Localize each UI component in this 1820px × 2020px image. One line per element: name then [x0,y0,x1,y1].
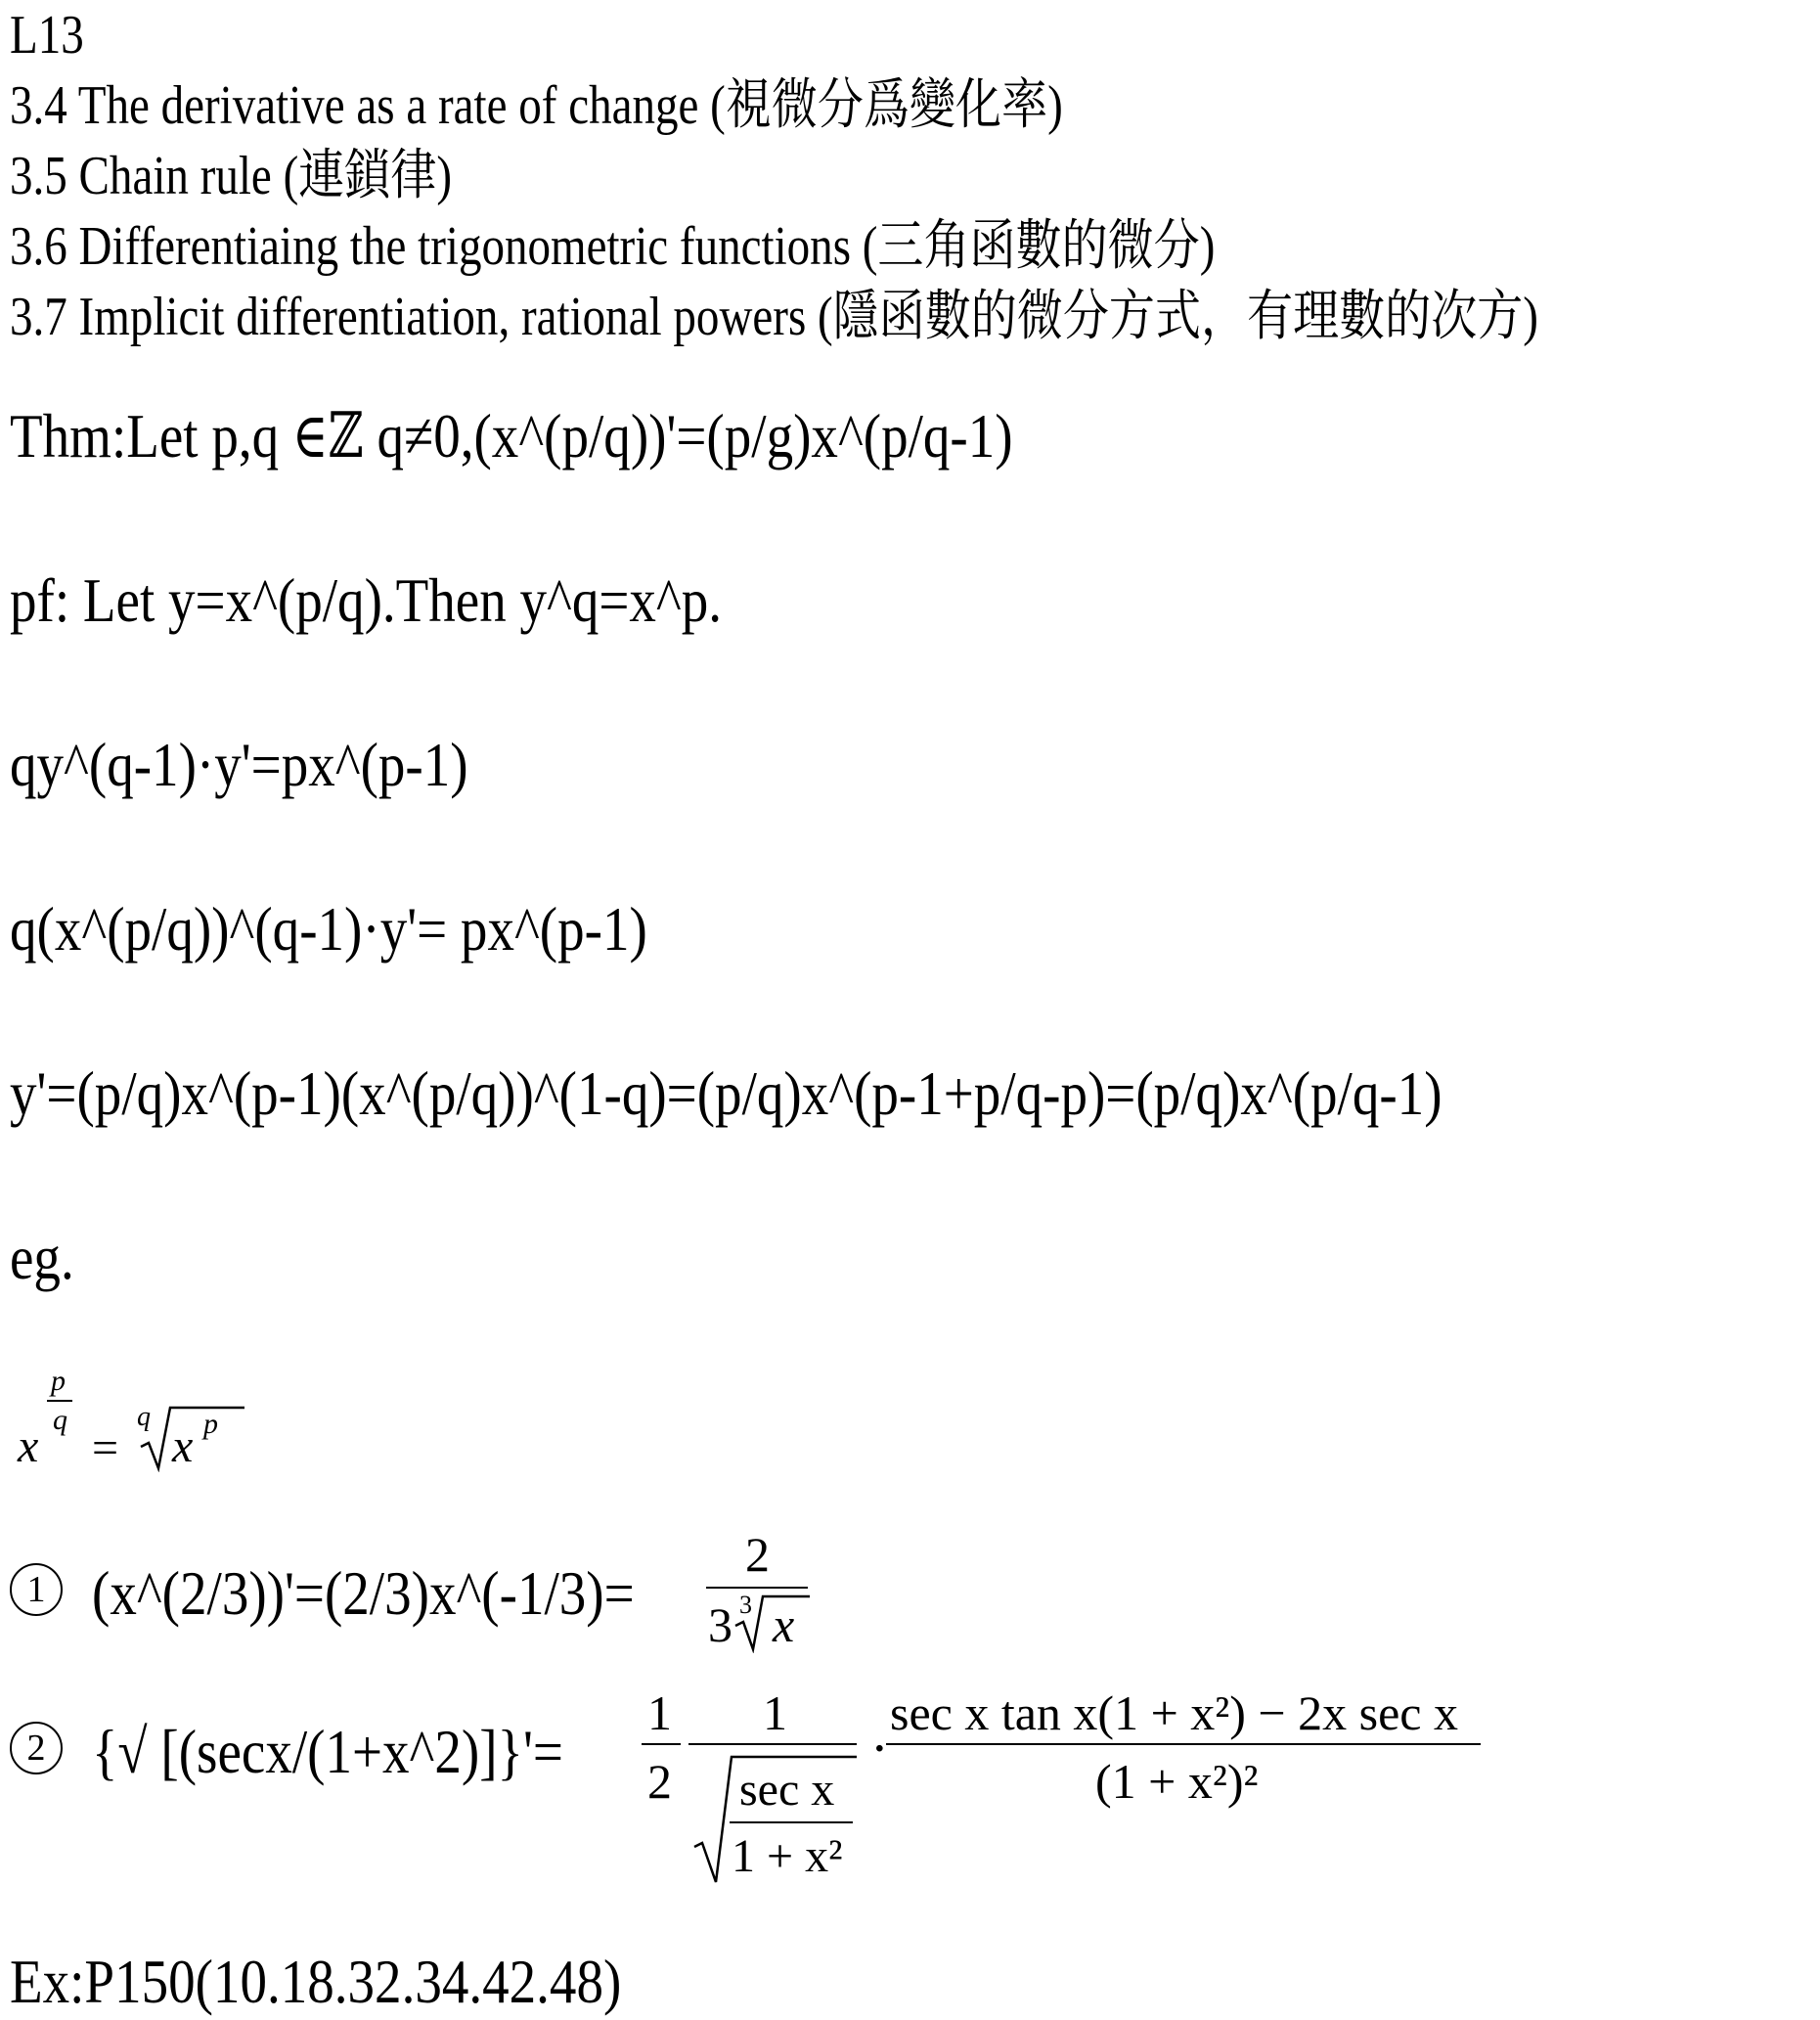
half-bar [642,1743,681,1745]
lesson-label: L13 [10,5,84,66]
example-label: eg. [10,1223,74,1292]
proof-line-4: y'=(p/q)x^(p-1)(x^(p/q))^(1-q)=(p/q)x^(p-1+p/q-p)=(p/q)x^(p/q-1) [10,1058,1443,1128]
identity-radicand-exp: p [203,1408,218,1440]
half-den: 2 [647,1754,672,1809]
example-2 [10,1673,1477,1898]
circled-number-1-icon: 1 [10,1563,63,1616]
identity-equals: = [92,1422,119,1474]
multiply-dot: · [870,1719,889,1779]
inner-bar [688,1743,857,1745]
section-3-4: 3.4 The derivative as a rate of change (視微分爲變化率) [10,75,1063,136]
section-3-5: 3.5 Chain rule (連鎖律) [10,146,453,206]
example-1-root-index: 3 [739,1591,752,1619]
proof-line-1: pf: Let y=x^(p/q).Then y^q=x^p. [10,565,723,635]
example-1-den-coef: 3 [708,1597,732,1652]
identity-base: x [18,1420,39,1472]
inner-den-den: 1 + x² [732,1830,843,1882]
section-3-7: 3.7 Implicit differentiation, rational powers (隱函數的微分方式，有理數的次方) [10,287,1538,347]
example-1-text: (x^(2/3))'=(2/3)x^(-1/3)= [92,1558,635,1628]
exercise-reference: Ex:P150(10.18.32.34.42.48) [10,1947,622,2016]
example-1 [10,1526,812,1653]
inner-den-num: sec x [739,1764,835,1816]
identity-radicand: x [172,1420,194,1472]
section-3-6: 3.6 Differentiaing the trigonometric functions (三角函數的微分) [10,216,1216,277]
proof-line-2: qy^(q-1)·y'=px^(p-1) [10,730,468,799]
big-bar [886,1743,1481,1745]
proof-line-3: q(x^(p/q))^(q-1)·y'= px^(p-1) [10,894,647,964]
half-num: 1 [647,1685,672,1740]
example-2-text: {√ [(secx/(1+x^2)]}'= [92,1717,563,1786]
example-1-frac-num: 2 [745,1527,770,1582]
inner-den-bar [730,1821,853,1823]
big-num: sec x tan x(1 + x²) − 2x sec x [890,1685,1458,1740]
identity-exp-num: p [51,1365,66,1397]
identity-exp-bar [47,1400,72,1402]
rational-power-identity [18,1365,272,1472]
theorem-statement: Thm:Let p,q ∈ℤ q≠0,(x^(p/q))'=(p/g)x^(p/q-1) [10,401,1013,471]
circled-number-2-icon: 2 [10,1722,63,1774]
inner-num: 1 [763,1685,787,1740]
identity-root-index: q [137,1402,151,1432]
big-den: (1 + x²)² [1095,1754,1259,1809]
example-1-frac-bar [706,1587,808,1589]
example-1-radicand: x [773,1597,795,1652]
identity-exp-den: q [53,1404,67,1436]
